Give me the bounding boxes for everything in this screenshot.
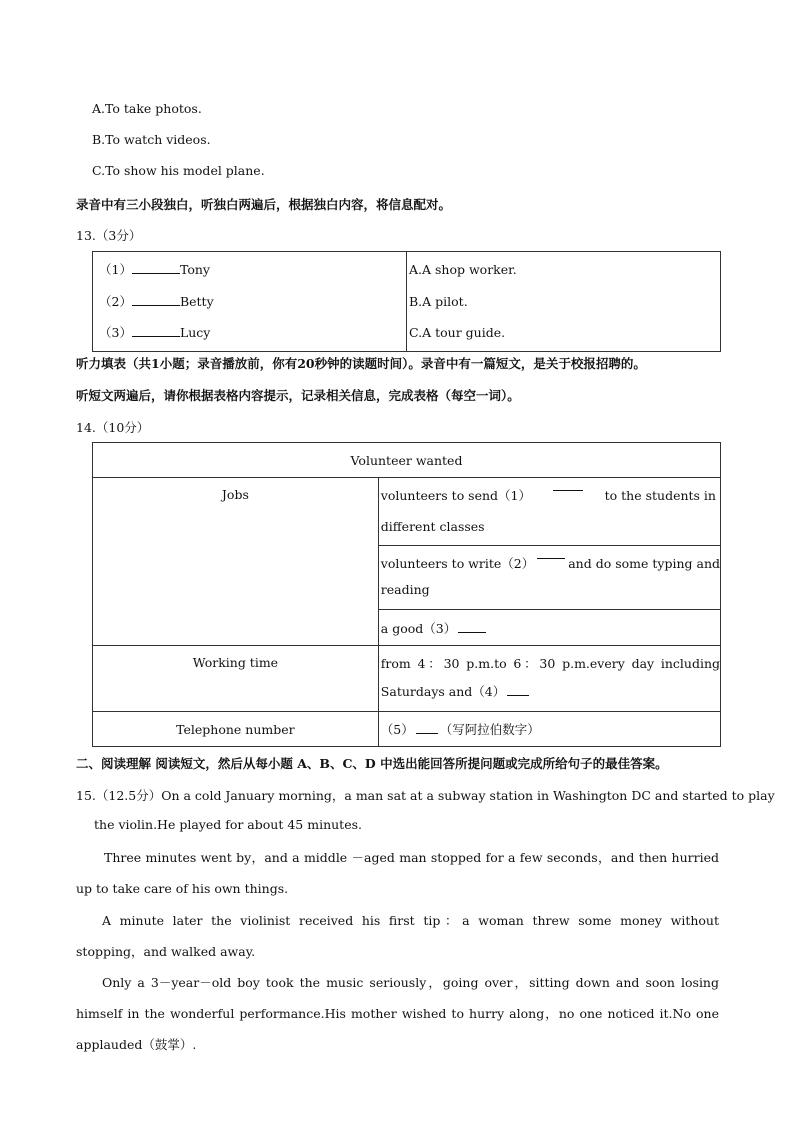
- q15-p1-line1: On a cold January morning，a man sat at a subway station in Washington DC and started to play: [161, 788, 775, 803]
- q14-job1: volunteers to send（1） to the students in different classes: [378, 478, 720, 546]
- q15-paragraph-3: A minute later the violinist received his first tip：a woman threw some money without stopping，and walked away.: [76, 913, 719, 959]
- section-reading-instruction: 二、阅读理解 阅读短文，然后从每小题 A、B、C、D 中选出能回答所提问题或完成所给句子的最佳答案。: [76, 756, 668, 771]
- section-monologue-instruction: 录音中有三小段独白，听独白两遍后，根据独白内容，将信息配对。: [76, 197, 452, 212]
- q14-jobs-label: Jobs: [93, 478, 379, 646]
- q14-phone-label: Telephone number: [93, 712, 379, 747]
- q14-time: from 4：30 p.m.to 6：30 p.m.every day including Saturdays and（4）: [378, 646, 720, 712]
- q14-time-label: Working time: [93, 646, 379, 712]
- q15-paragraph-4: Only a 3－year－old boy took the music seriously，going over，sitting down and soon losing himself in the wonderful performance.His mother wished to hurry along，no one noticed it.No one applauded（鼓掌）.: [76, 975, 719, 1052]
- q12-option-a: A.To take photos.: [92, 101, 202, 116]
- q13-choice-c: C.A tour guide.: [409, 325, 506, 340]
- q13-item-3: （3） Lucy: [99, 325, 211, 340]
- q13-left-column: [93, 252, 407, 352]
- q13-choice-b: B.A pilot.: [409, 293, 468, 309]
- q13-item-2: （2） Betty: [99, 293, 214, 309]
- q15-line1: [76, 786, 775, 804]
- q14-phone: （5） （写阿拉伯数字）: [378, 712, 720, 747]
- q14-label: 14.（10分）: [76, 420, 150, 435]
- q14-table: [92, 442, 721, 747]
- q15-label: 15.（12.5分）: [76, 788, 162, 803]
- q15-p1-line2: the violin.He played for about 45 minutes.: [94, 817, 362, 832]
- q13-right-column: [407, 252, 721, 352]
- q13-item-1: （1） Tony: [99, 262, 210, 277]
- q14-job3: a good（3）: [378, 610, 720, 646]
- q14-job2: volunteers to write（2） and do some typing and reading: [378, 546, 720, 610]
- q12-option-c: C.To show his model plane.: [92, 163, 265, 178]
- q13-choice-a: A.A shop worker.: [409, 262, 517, 277]
- section-fill-table-line1: 听力填表（共1小题；录音播放前，你有20秒钟的读题时间）。录音中有一篇短文，是关于校报招聘的。: [76, 356, 646, 371]
- section-fill-table-line2: 听短文两遍后，请你根据表格内容提示，记录相关信息，完成表格（每空一词）。: [76, 388, 520, 403]
- q13-label: 13.（3分）: [76, 228, 142, 243]
- q12-option-b: B.To watch videos.: [92, 132, 211, 147]
- q14-header: Volunteer wanted: [93, 443, 721, 478]
- q13-table: [92, 251, 721, 352]
- q15-paragraph-2: Three minutes went by，and a middle －aged man stopped for a few seconds，and then hurried up to take care of his own things.: [76, 850, 719, 896]
